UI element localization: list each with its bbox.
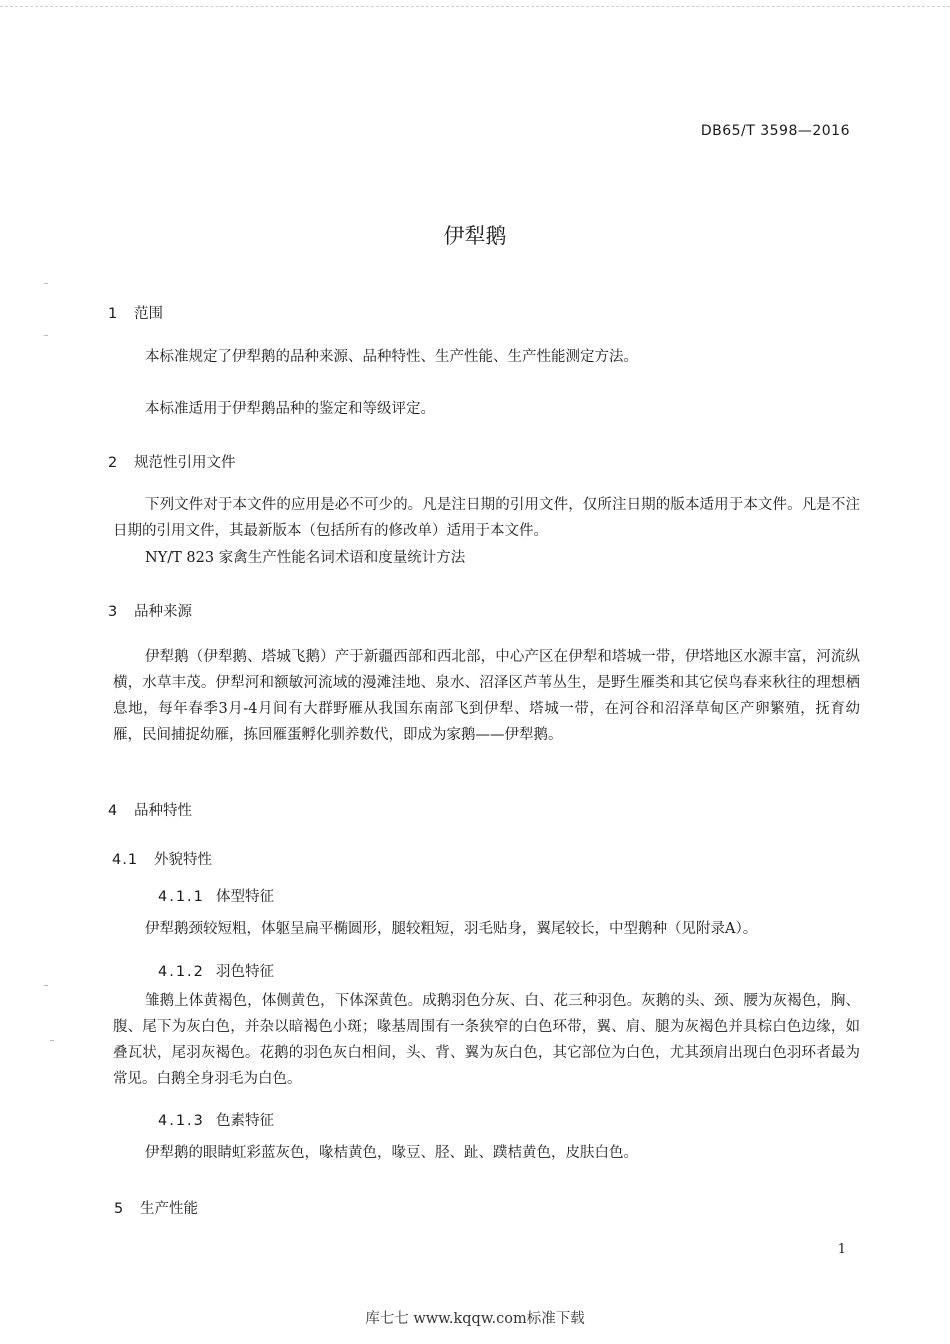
section-number: 4.1.1 [158,889,205,905]
page-number: 1 [837,1242,846,1257]
section-number: 4 [108,803,118,819]
paragraph: 伊犁鹅颈较短粗，体躯呈扁平椭圆形，腿较粗短，羽毛贴身，翼尾较长，中型鹅种（见附录A）。 [145,921,758,937]
footer-watermark: 库七七 www.kqqw.com标准下载 [365,1311,585,1327]
section-title: 羽色特征 [216,964,274,980]
paragraph: 伊犁鹅的眼睛虹彩蓝灰色，喙桔黄色，喙豆、胫、趾、蹼桔黄色，皮肤白色。 [145,1145,638,1161]
section-title: 外貌特性 [154,852,212,868]
scan-speck [44,335,48,336]
paragraph: 本标准规定了伊犁鹅的品种来源、品种特性、生产性能、生产性能测定方法。 [145,349,638,365]
section-heading-4 [108,799,192,820]
scan-speck [50,1040,54,1041]
paragraph: 伊犁鹅（伊犁鹅、塔城飞鹅）产于新疆西部和西北部，中心产区在伊犁和塔城一带，伊塔地区水源丰富，河流纵横，水草丰茂。伊犁河和额敏河流域的漫滩洼地、泉水、沼泽区芦苇丛生，是野生雁类和其它侯鸟春来秋往的理想栖息地，每年春季3月-4月间有大群野雁从我国东南部飞到伊犁、塔城一带，在河谷和沼泽草甸区产卵繁殖，抚育幼雁，民间捕捉幼雁，拣回雁蛋孵化驯养数代，即成为家鹅——伊犁鹅。 [113,649,860,743]
scan-edge-line [0,6,950,7]
section-title: 品种特性 [134,803,192,819]
section-heading-5 [114,1197,198,1218]
section-title: 范围 [134,306,163,322]
scan-speck [44,283,48,284]
section-heading-3 [108,600,192,621]
section-number: 4.1.2 [158,964,205,980]
document-title: 伊犁鹅 [443,224,507,248]
section-title: 色素特征 [216,1113,274,1129]
scan-speck [44,985,48,986]
paragraph: 本标准适用于伊犁鹅品种的鉴定和等级评定。 [145,401,435,417]
section-title: 生产性能 [140,1201,198,1217]
section-number: 3 [108,604,118,620]
subsection-heading-4-1-3 [158,1109,274,1130]
normative-reference: NY/T 823 家禽生产性能名词术语和度量统计方法 [145,550,466,566]
section-number: 2 [108,455,118,471]
section-title: 品种来源 [134,604,192,620]
section-number: 4.1.3 [158,1113,205,1129]
subsection-heading-4-1 [112,848,212,869]
standard-number: DB65/T 3598—2016 [700,123,850,139]
section-title: 规范性引用文件 [134,455,236,471]
section-number: 4.1 [112,852,139,868]
paragraph: 雏鹅上体黄褐色，体侧黄色，下体深黄色。成鹅羽色分灰、白、花三种羽色。灰鹅的头、颈、腰为灰褐色，胸、腹、尾下为灰白色，并杂以暗褐色小斑；喙基周围有一条狭窄的白色环带，翼、肩、腿为灰褐色并具棕白色边缘，如叠瓦状，尾羽灰褐色。花鹅的羽色灰白相间，头、背、翼为灰白色，其它部位为白色，尤其颈肩出现白色羽环者最为常见。白鹅全身羽毛为白色。 [113,993,860,1087]
section-heading-1 [108,302,163,323]
section-title: 体型特征 [216,889,274,905]
section-number: 5 [114,1201,124,1217]
paragraph: 下列文件对于本文件的应用是必不可少的。凡是注日期的引用文件，仅所注日期的版本适用于本文件。凡是不注日期的引用文件，其最新版本（包括所有的修改单）适用于本文件。 [113,497,860,539]
subsection-heading-4-1-2 [158,960,274,981]
section-heading-2 [108,451,236,472]
section-number: 1 [108,306,118,322]
subsection-heading-4-1-1 [158,885,274,906]
